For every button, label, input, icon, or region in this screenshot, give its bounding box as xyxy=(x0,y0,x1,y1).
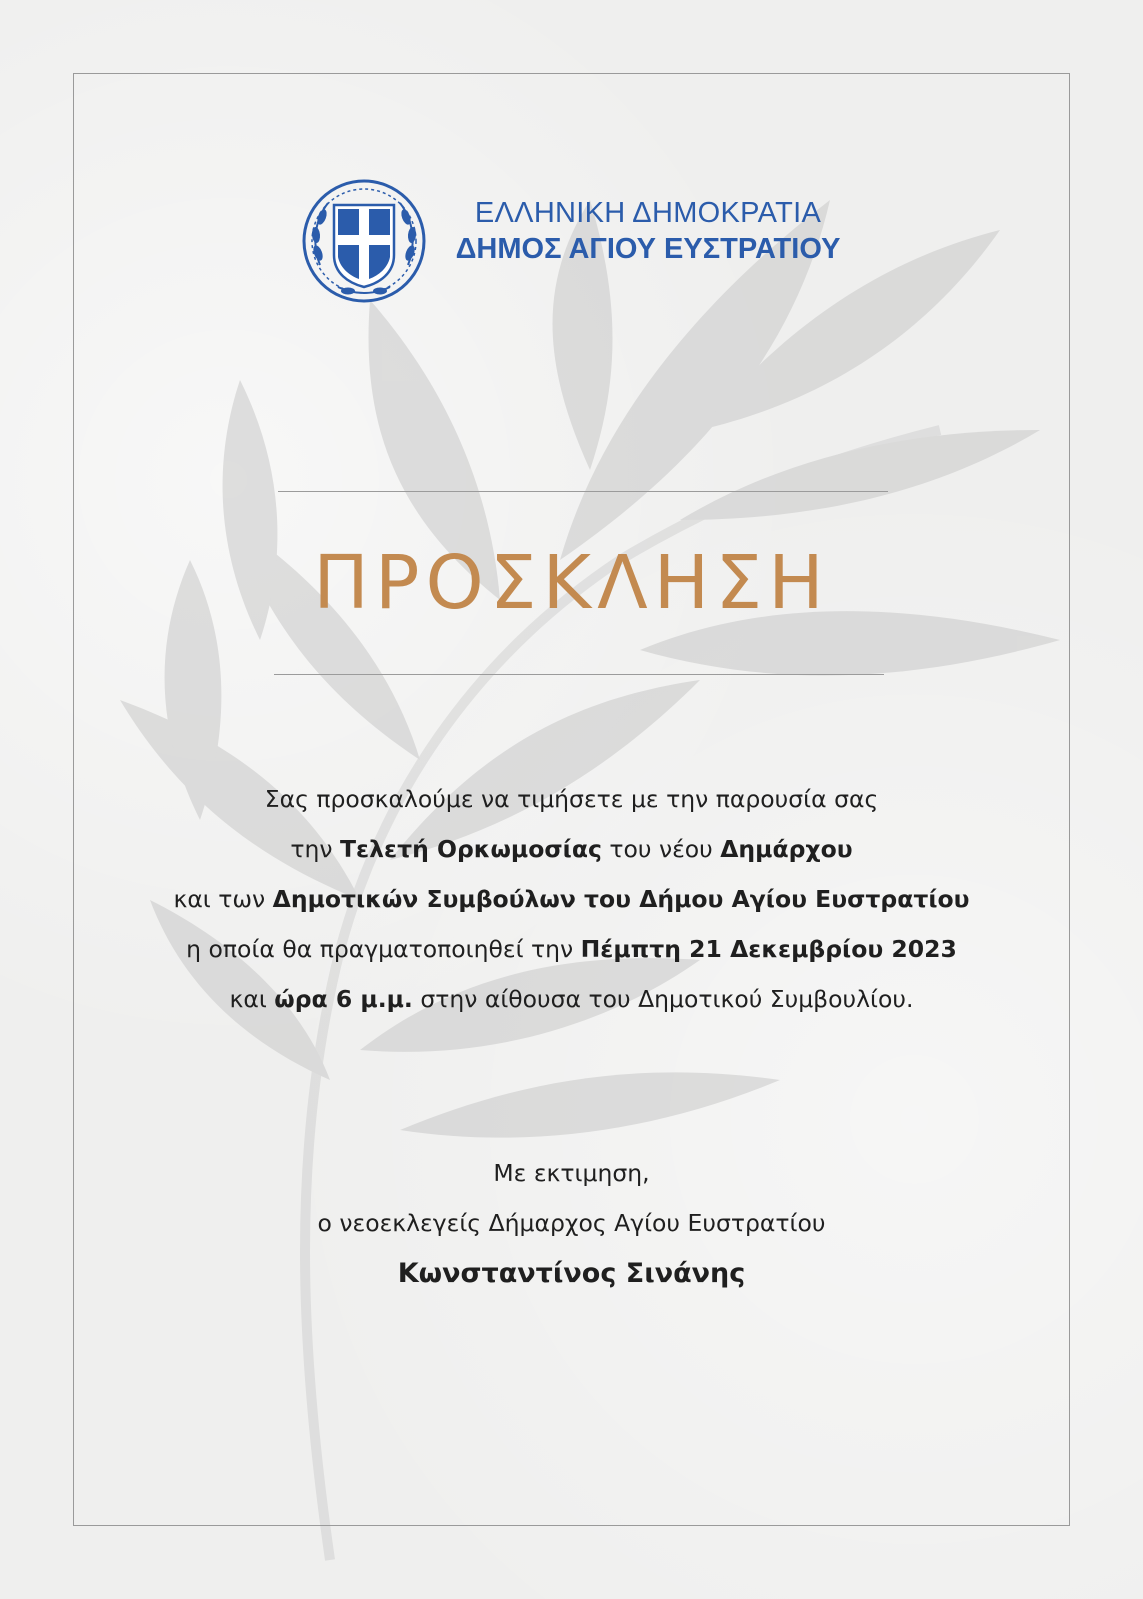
body-line-4-a: η οποία θα πραγματοποιηθεί την xyxy=(186,935,581,963)
body-line-2-c: του νέου xyxy=(601,835,721,863)
body-line-2-a: την xyxy=(290,835,341,863)
invitation-body xyxy=(90,774,1053,1024)
body-line-5 xyxy=(90,974,1053,1024)
body-line-5-c: στην αίθουσα του Δημοτικού Συμβουλίου. xyxy=(412,985,914,1013)
signature-name: Κωνσταντίνος Σινάνης xyxy=(397,1258,746,1289)
body-line-3 xyxy=(90,874,1053,924)
body-line-1 xyxy=(90,774,1053,824)
municipality-name: ΔΗΜΟΣ ΑΓΙΟΥ ΕΥΣΤΡΑΤΙΟΥ xyxy=(455,233,841,265)
councillors-label: Δημοτικών Συμβούλων του Δήμου Αγίου Ευστρατίου xyxy=(272,885,970,913)
mayor-label: Δημάρχου xyxy=(720,835,853,863)
body-line-4 xyxy=(90,924,1053,974)
republic-name: ΕΛΛΗΝΙΚΗ ΔΗΜΟΚΡΑΤΙΑ xyxy=(474,197,822,229)
body-line-3-a: και των xyxy=(173,885,273,913)
page-title: ΠΡΟΣΚΛΗΣΗ xyxy=(313,540,830,626)
signature-greeting: Με εκτιμηση, xyxy=(493,1159,650,1187)
greek-coat-of-arms-icon xyxy=(298,175,430,307)
signature-role: ο νεοεκλεγείς Δήμαρχος Αγίου Ευστρατίου xyxy=(317,1209,826,1237)
signature-block xyxy=(90,1148,1053,1300)
header-text xyxy=(438,195,858,267)
header xyxy=(298,175,858,310)
event-time: ώρα 6 μ.μ. xyxy=(274,985,413,1013)
divider-top xyxy=(278,491,888,492)
body-line-1-text: Σας προσκαλούμε να τιμήσετε με την παρουσία σας xyxy=(264,785,879,813)
event-date: Πέμπτη 21 Δεκεμβρίου 2023 xyxy=(580,935,957,963)
ceremony-name: Τελετή Ορκωμοσίας xyxy=(340,835,602,863)
body-line-5-a: και xyxy=(229,985,275,1013)
body-line-2 xyxy=(90,824,1053,874)
divider-bottom xyxy=(274,674,884,675)
